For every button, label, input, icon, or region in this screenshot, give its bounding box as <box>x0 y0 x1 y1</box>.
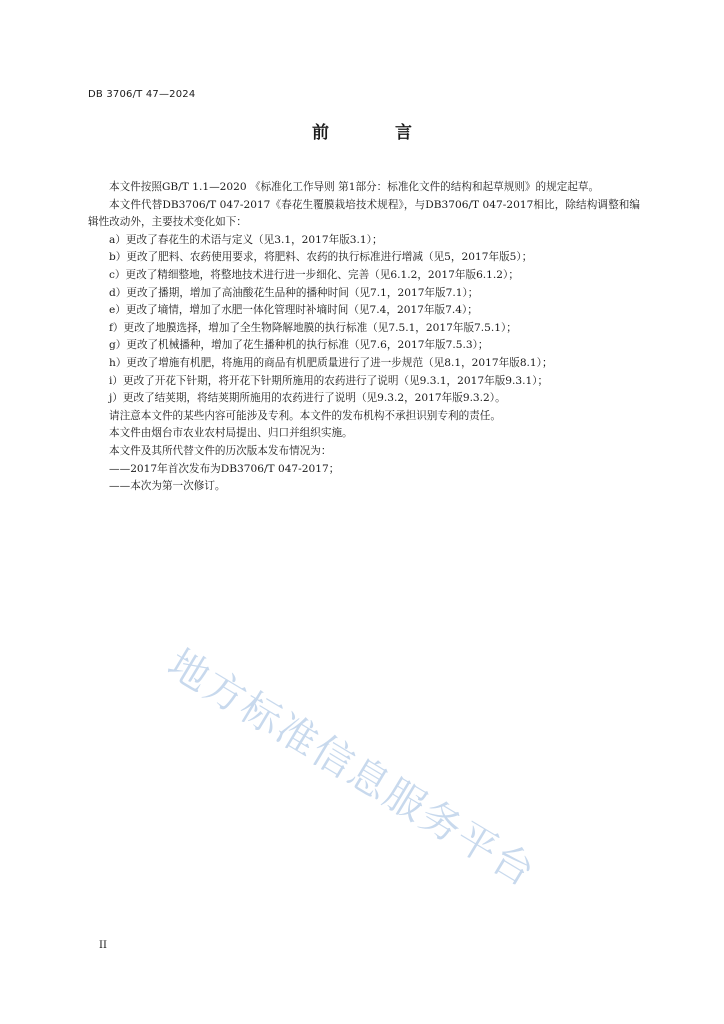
patent-notice: 请注意本文件的某些内容可能涉及专利。本文件的发布机构不承担识别专利的责任。 <box>109 409 501 422</box>
page-number: II <box>99 940 107 951</box>
history-item: ——本次为第一次修订。 <box>109 480 226 493</box>
list-item: f）更改了地膜选择，增加了全生物降解地膜的执行标准（见7.5.1，2017年版7.5.1）； <box>109 321 517 334</box>
proposer-statement: 本文件由烟台市农业农村局提出、归口并组织实施。 <box>109 427 353 440</box>
list-item: b）更改了肥料、农药使用要求，将肥料、农药的执行标准进行增减（见5，2017年版5）； <box>109 251 533 264</box>
list-item: a）更改了春花生的术语与定义（见3.1，2017年版3.1）； <box>109 233 383 246</box>
history-intro: 本文件及其所代替文件的历次版本发布情况为： <box>109 444 332 457</box>
page-title: 前 言 <box>312 123 442 143</box>
watermark: 地方标准信息服务平台 <box>159 640 544 897</box>
drafting-rule-paragraph: 本文件按照GB/T 1.1—2020 《标准化工作导则 第1部分：标准化文件的结构和起草规则》的规定起草。 <box>109 181 600 193</box>
replacement-paragraph: 本文件代替DB3706/T 047-2017《春花生覆膜栽培技术规程》，与DB3706/T 047-2017相比，除结构调整和编辑性改动外，主要技术变化如下： <box>88 198 640 229</box>
list-item: g）更改了机械播种，增加了花生播种机的执行标准（见7.6，2017年版7.5.3）； <box>109 339 489 352</box>
changes-list <box>88 232 640 408</box>
list-item: h）更改了增施有机肥，将施用的商品有机肥质量进行了进一步规范（见8.1，2017年版8.1）； <box>109 356 553 369</box>
foreword-body <box>88 179 640 496</box>
history-item: ——2017年首次发布为DB3706/T 047-2017； <box>109 462 340 475</box>
list-item: d）更改了播期，增加了高油酸花生品种的播种时间（见7.1，2017年版7.1）； <box>109 286 479 299</box>
document-code: DB 3706/T 47—2024 <box>88 89 196 100</box>
list-item: j）更改了结荚期，将结荚期所施用的农药进行了说明（见9.3.2，2017年版9.3.2）。 <box>109 392 506 405</box>
list-item: e）更改了墒情，增加了水肥一体化管理时补墒时间（见7.4，2017年版7.4）； <box>109 304 478 317</box>
list-item: i）更改了开花下针期，将开花下针期所施用的农药进行了说明（见9.3.1，2017年版9.3.1）； <box>109 374 549 387</box>
list-item: c）更改了精细整地，将整地技术进行进一步细化、完善（见6.1.2，2017年版6.1.2）； <box>109 268 519 281</box>
